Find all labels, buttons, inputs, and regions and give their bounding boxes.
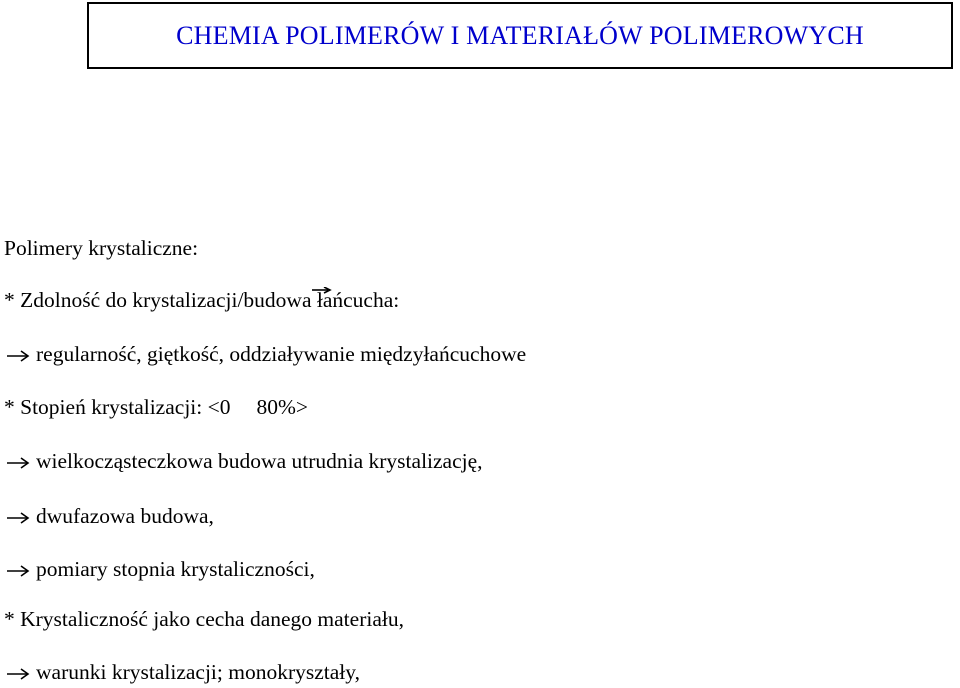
page-title: CHEMIA POLIMERÓW I MATERIAŁÓW POLIMEROWYCH bbox=[176, 20, 864, 50]
right-arrow-icon bbox=[311, 287, 333, 306]
arrow-line bbox=[6, 559, 315, 581]
arrow-line-text: wielkocząsteczkowa budowa utrudnia krystalizację, bbox=[36, 449, 483, 473]
bullet-line-value: 80%> bbox=[256, 395, 309, 419]
bullet-line: * Zdolność do krystalizacji/budowa łańcucha: bbox=[4, 288, 400, 312]
title-box bbox=[87, 2, 953, 69]
arrow-line-text: pomiary stopnia krystaliczności, bbox=[36, 557, 315, 581]
arrow-line bbox=[6, 662, 360, 684]
bullet-line: * Krystaliczność jako cecha danego materiału, bbox=[4, 607, 404, 631]
right-arrow-icon bbox=[6, 511, 30, 525]
right-arrow-icon bbox=[6, 667, 30, 681]
arrow-line-text: dwufazowa budowa, bbox=[36, 504, 214, 528]
arrow-line bbox=[6, 344, 526, 366]
bullet-line bbox=[4, 397, 308, 419]
arrow-line-text: warunki krystalizacji; monokryształy, bbox=[36, 660, 361, 684]
bullet-line-text: * Stopień krystalizacji: <0 bbox=[4, 395, 231, 419]
section-heading: Polimery krystaliczne: bbox=[4, 236, 199, 260]
arrow-line bbox=[6, 506, 214, 528]
right-arrow-icon bbox=[6, 456, 30, 470]
right-arrow-icon bbox=[6, 564, 30, 578]
arrow-line bbox=[6, 451, 483, 473]
right-arrow-icon bbox=[6, 349, 30, 363]
arrow-line-text: regularność, giętkość, oddziaływanie międzyłańcuchowe bbox=[36, 342, 527, 366]
